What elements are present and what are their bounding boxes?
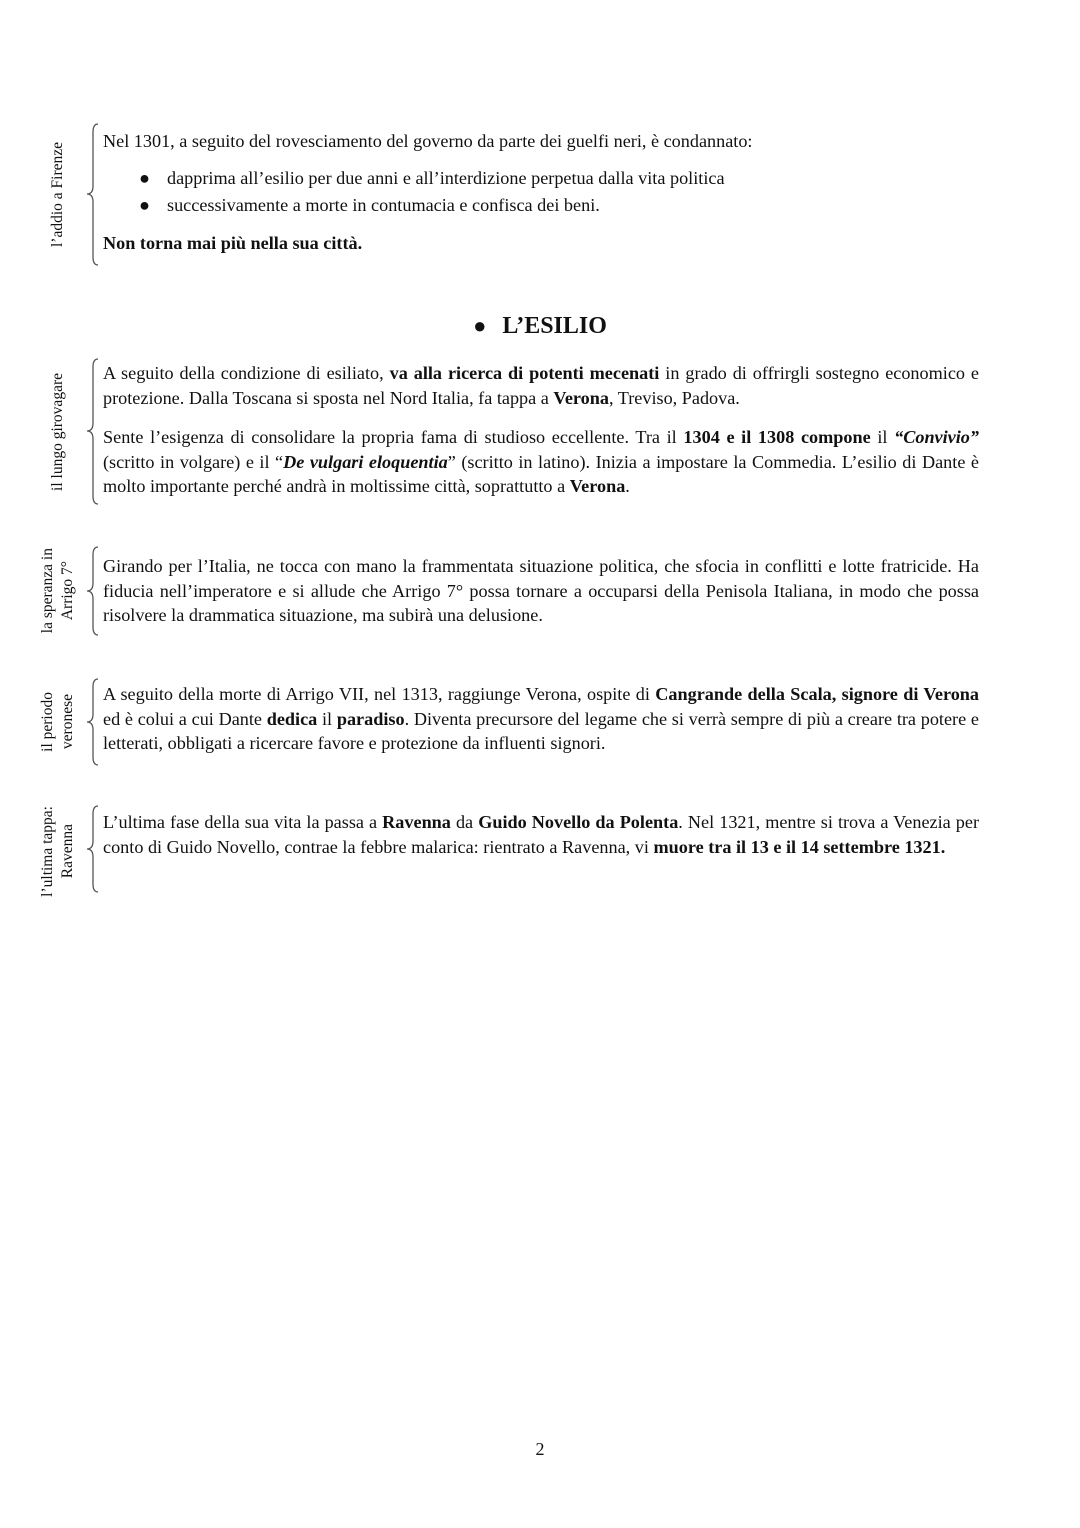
veronese-body — [103, 682, 979, 756]
bullet-dot: ● — [139, 167, 150, 188]
label-addio-text: l’addio a Firenze — [49, 141, 66, 247]
section-veronese — [0, 677, 1080, 767]
section-speranza — [0, 545, 1080, 637]
heading-bullet: ● — [473, 313, 487, 338]
addio-closing: Non torna mai più nella sua città. — [103, 232, 363, 253]
addio-bullet-1-text: dapprima all’esilio per due anni e all’interdizione perpetua dalla vita politica — [167, 167, 725, 188]
side-label-girovagare — [30, 357, 86, 506]
addio-bullet-2 — [103, 192, 979, 219]
label-speranza-line2: Arrigo 7° — [59, 561, 76, 621]
brace-veronese — [86, 677, 100, 767]
veronese-text: A seguito della morte di Arrigo VII, nel 1313, raggiunge Verona, ospite di Cangrande della Scala, signore di Verona ed è colui a cui Dante dedica il paradiso. Diventa precursore del legame che si verrà sempre di più a creare tra potere e letterati, obbligati a ricercare favore e protezione da influenti signori. — [103, 684, 979, 753]
label-veronese-line2: veronese — [59, 694, 76, 750]
speranza-text: Girando per l’Italia, ne tocca con mano la frammentata situazione politica, che sfocia in conflitti e lotte fratricide. Ha fiducia nell’imperatore e si allude che Arrigo 7° possa tornare a occuparsi della Penisola Italiana, in modo che possa risolvere la drammatica situazione, ma subirà una delusione. — [103, 556, 979, 625]
brace-ravenna — [86, 804, 100, 894]
section-ravenna — [0, 804, 1080, 897]
brace-girovagare — [86, 357, 100, 506]
heading-text: L’ESILIO — [502, 313, 607, 339]
addio-body — [103, 129, 979, 255]
ravenna-text: L’ultima fase della sua vita la passa a Ravenna da Guido Novello da Polenta. Nel 1321, mentre si trova a Venezia per conto di Guido Novello, contrae la febbre malarica: rientrato a Ravenna, vi muore tra il 13 e il 14 settembre 1321. — [103, 812, 980, 857]
section-addio-firenze — [0, 122, 1080, 267]
heading-esilio — [0, 313, 1080, 340]
girovagare-body — [103, 361, 979, 499]
speranza-body — [103, 554, 979, 628]
addio-bullets — [103, 165, 979, 219]
addio-bullet-2-text: successivamente a morte in contumacia e confisca dei beni. — [167, 194, 600, 215]
bullet-dot: ● — [139, 194, 150, 215]
label-ravenna-line2: Ravenna — [59, 823, 76, 879]
section-girovagare — [0, 357, 1080, 506]
brace-speranza — [86, 545, 100, 637]
label-speranza-line1: la speranza in — [39, 548, 56, 634]
ravenna-body — [103, 810, 979, 859]
side-label-addio — [30, 122, 86, 267]
side-label-veronese — [30, 677, 86, 767]
girovagare-p2: Sente l’esigenza di consolidare la propria fama di studioso eccellente. Tra il 1304 e il 1308 compone il “Convivio” (scritto in volgare) e il “De vulgari eloquentia” (scritto in latino). Inizia a impostare la Commedia. L’esilio di Dante è molto importante perché andrà in moltissime città, soprattutto a Verona. — [103, 427, 979, 496]
side-label-speranza — [30, 543, 86, 639]
girovagare-p1: A seguito della condizione di esiliato, va alla ricerca di potenti mecenati in grado di offrirgli sostegno economico e protezione. Dalla Toscana si sposta nel Nord Italia, fa tappa a Verona, Treviso, Padova. — [103, 363, 979, 408]
label-girovagare-text: il lungo girovagare — [49, 372, 66, 491]
brace-addio — [86, 122, 100, 267]
addio-bullet-1 — [103, 165, 979, 192]
addio-intro: Nel 1301, a seguito del rovesciamento del governo da parte dei guelfi neri, è condannato: — [103, 131, 753, 151]
side-label-ravenna — [30, 804, 86, 898]
label-ravenna-line1: l’ultima tappa: — [39, 805, 56, 897]
page-number: 2 — [535, 1439, 545, 1459]
label-veronese-line1: il periodo — [39, 692, 56, 752]
